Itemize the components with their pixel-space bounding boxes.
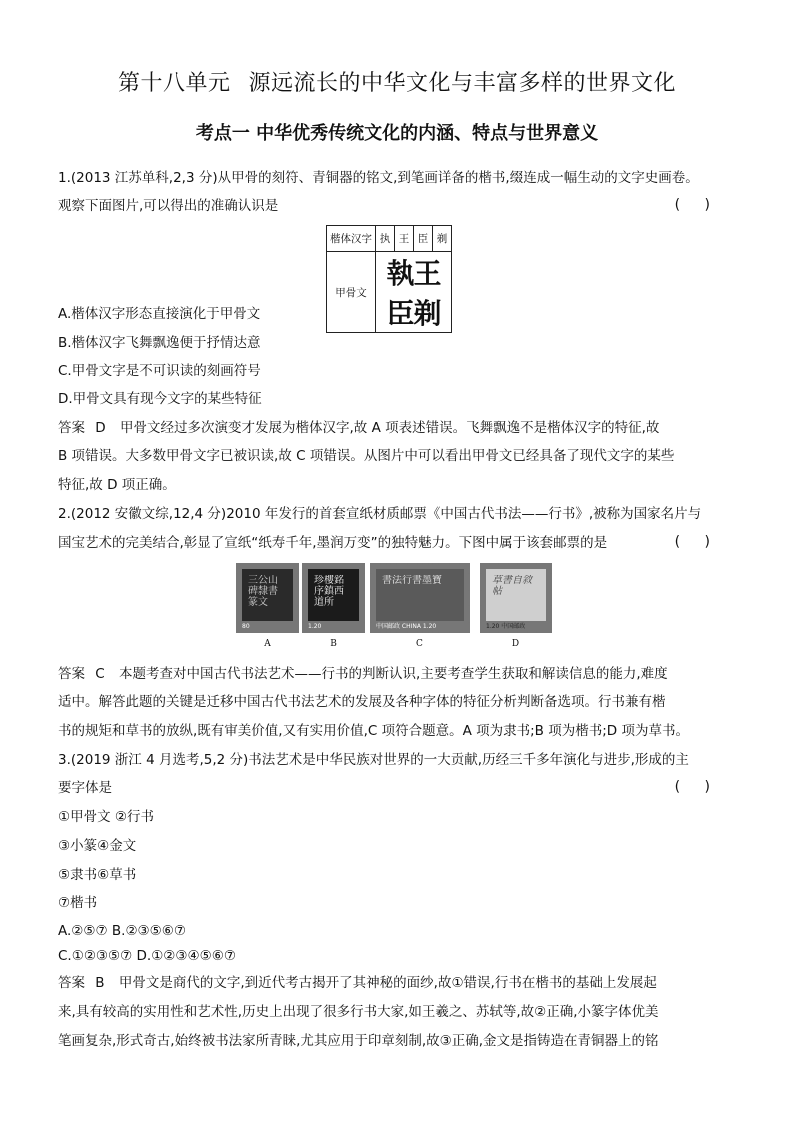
stamp-calligraphy: 珍樓銘序鎮西道所 (314, 575, 344, 608)
table-row-label: 甲骨文 (327, 252, 376, 333)
oracle-bone-glyphs-image: 執王臣剃 (376, 252, 452, 333)
q2-stem-line1: 2.(2012 安徽文综,12,4 分)2010 年发行的首套宣纸材质邮票《中国古代书法——行书》,被称为国家名片与 (58, 506, 702, 522)
q1-answer-line2: B 项错误。大多数甲骨文字已被识读,故 C 项错误。从图片中可以看出甲骨文已经具备了现代文字的某些 (58, 448, 675, 464)
stamp-calligraphy: 三公山碑隸書篆文 (248, 575, 278, 608)
table-header-cell: 臣 (414, 226, 433, 252)
stamp-a-image (236, 563, 299, 633)
unit-title (0, 66, 794, 97)
stamp-denomination: 80 (242, 623, 250, 630)
stamp-denomination: 1.20 中国邮政 (486, 623, 526, 630)
stamp-label-a: A (264, 639, 271, 649)
answer-label: 答案 (58, 420, 85, 436)
q3-stem-line1: 3.(2019 浙江 4 月选考,5,2 分)书法艺术是中华民族对世界的一大贡献,历经三千多年演化与进步,形成的主 (58, 752, 689, 768)
q3-item-5-6: ⑤隶书⑥草书 (58, 867, 137, 883)
q1-stem-line2: 观察下面图片,可以得出的准确认识是 (58, 198, 279, 214)
stamp-denomination: 1.20 (308, 623, 322, 630)
q3-answer-line1 (58, 973, 738, 993)
table-header-cell: 楷体汉字 (327, 226, 376, 252)
unit-title-number: 第十八单元 (117, 71, 231, 96)
q3-options-ab: A.②⑤⑦ B.②③⑤⑥⑦ (58, 923, 186, 939)
stamp-calligraphy: 書法行書墨寶 (382, 575, 442, 586)
answer-key: B (95, 975, 105, 991)
q3-answer-line3: 笔画复杂,形式奇古,始终被书法家所青睐,尤其应用于印章刻制,故③正确,金文是指铸造在青铜器上的铭 (58, 1033, 659, 1049)
table-header-row (327, 226, 452, 252)
table-header-cell: 王 (395, 226, 414, 252)
stamp-images-group (236, 563, 556, 653)
table-header-cell: 剃 (433, 226, 452, 252)
stamp-label-b: B (330, 639, 337, 649)
q3-item-3-4: ③小篆④金文 (58, 838, 137, 854)
q3-item-7: ⑦楷书 (58, 895, 98, 911)
q2-answer-line3: 书的规矩和草书的放纵,既有审美价值,又有实用价值,C 项符合题意。A 项为隶书;B 项为楷书;D 项为草书。 (58, 723, 689, 739)
q1-stem-line1: 1.(2013 江苏单科,2,3 分)从甲骨的刻符、青铜器的铭文,到笔画详备的楷书,缀连成一幅生动的文字史画卷。 (58, 170, 699, 186)
q3-stem-line2: 要字体是 (58, 780, 112, 796)
q3-item-1-2: ①甲骨文 ②行书 (58, 809, 154, 825)
q1-answer-bracket: ( ) (674, 197, 720, 213)
stamp-label-d: D (511, 639, 520, 649)
answer-label: 答案 (58, 975, 85, 991)
q3-answer-line2: 来,具有较高的实用性和艺术性,历史上出现了很多行书大家,如王羲之、苏轼等,故②正确,小篆字体优美 (58, 1004, 659, 1020)
unit-title-text: 源远流长的中华文化与丰富多样的世界文化 (248, 71, 677, 96)
q1-option-b: B.楷体汉字飞舞飘逸便于抒情达意 (58, 335, 261, 351)
answer-key: D (95, 420, 106, 436)
q1-option-d: D.甲骨文具有现今文字的某些特征 (58, 391, 262, 407)
answer-key: C (95, 666, 105, 682)
stamp-c-image (370, 563, 470, 633)
answer-label: 答案 (58, 666, 85, 682)
q1-answer-line3: 特征,故 D 项正确。 (58, 477, 176, 493)
section-title: 考点一 中华优秀传统文化的内涵、特点与世界意义 (195, 123, 599, 144)
q2-answer-bracket: ( ) (674, 534, 720, 550)
q3-answer-bracket: ( ) (674, 779, 720, 795)
q2-answer-line1 (58, 664, 738, 684)
table-header-cell: 执 (376, 226, 395, 252)
q1-option-a: A.楷体汉字形态直接演化于甲骨文 (58, 306, 261, 322)
q2-answer-line2: 适中。解答此题的关键是迁移中国古代书法艺术的发展及各种字体的特征分析判断备选项。行书兼有楷 (58, 694, 666, 710)
stamp-denomination: 中国邮政 CHINA 1.20 (376, 623, 437, 630)
q1-answer-line1 (58, 418, 738, 438)
q1-option-c: C.甲骨文字是不可识读的刻画符号 (58, 363, 261, 379)
stamp-b-image (302, 563, 365, 633)
answer-text: 甲骨文经过多次演变才发展为楷体汉字,故 A 项表述错误。飞舞飘逸不是楷体汉字的特征,故 (120, 420, 660, 436)
stamp-d-image (480, 563, 552, 633)
q2-stem-line2: 国宝艺术的完美结合,彰显了宣纸“纸寿千年,墨润万变”的独特魅力。下图中属于该套邮票的是 (58, 535, 608, 551)
stamp-calligraphy: 草書自敘帖 (492, 575, 532, 597)
q3-options-cd: C.①②③⑤⑦ D.①②③④⑤⑥⑦ (58, 948, 236, 964)
stamp-label-c: C (416, 639, 423, 649)
answer-text: 本题考查对中国古代书法艺术——行书的判断认识,主要考查学生获取和解读信息的能力,难度 (119, 666, 668, 682)
answer-text: 甲骨文是商代的文字,到近代考古揭开了其神秘的面纱,故①错误,行书在楷书的基础上发展起 (118, 975, 657, 991)
